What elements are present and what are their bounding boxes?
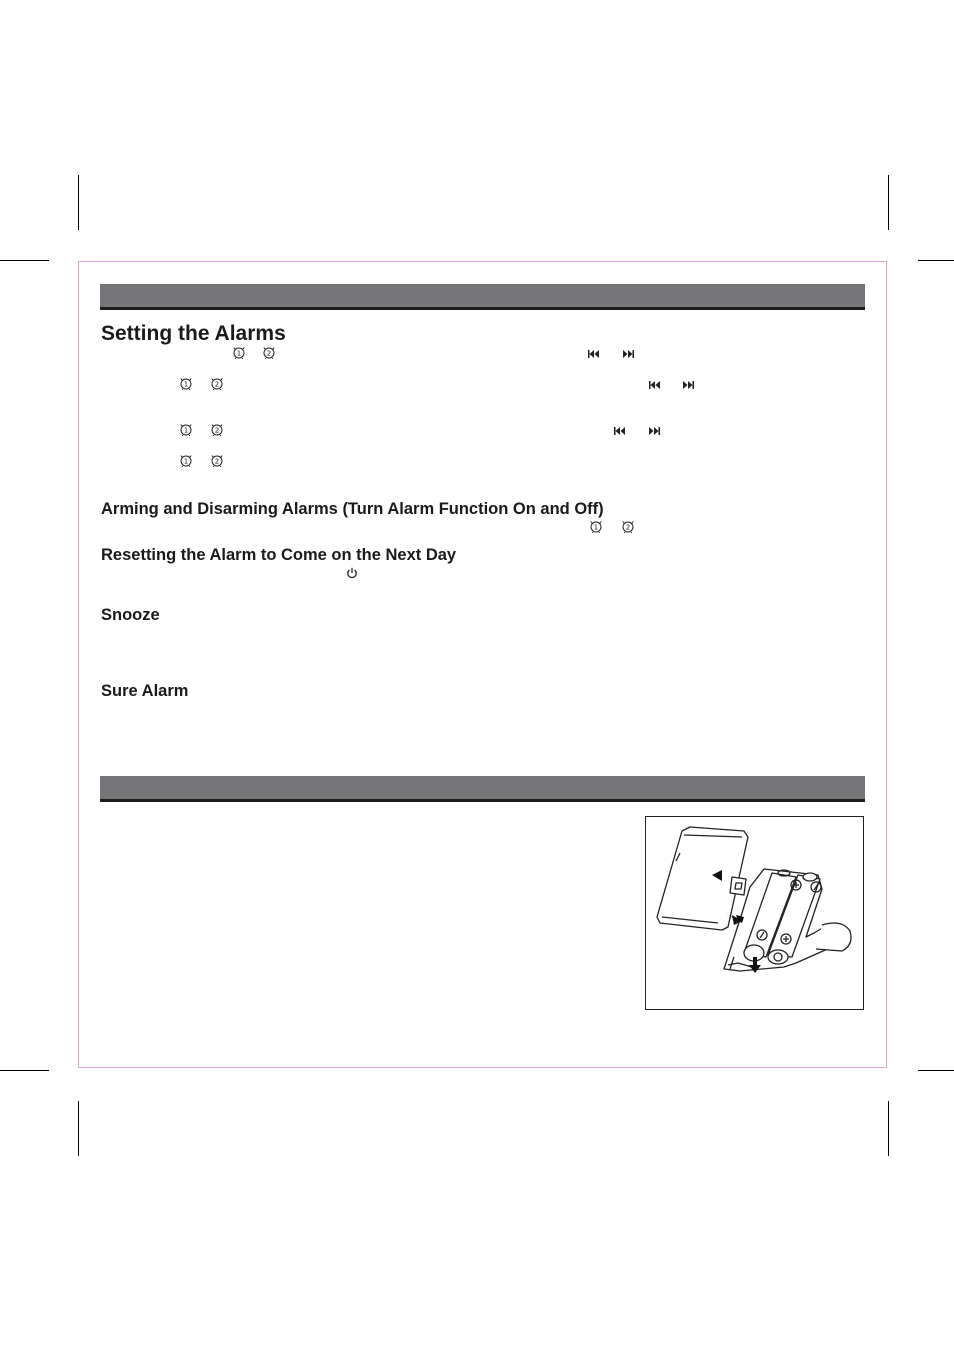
battery-compartment-drawing	[646, 817, 862, 1008]
svg-text:1: 1	[183, 380, 189, 389]
power-icon	[346, 567, 358, 579]
crop-mark	[918, 1070, 954, 1071]
alarm-2-icon	[622, 520, 634, 533]
svg-text:2: 2	[214, 457, 220, 466]
crop-mark	[0, 1070, 49, 1071]
svg-text:2: 2	[214, 426, 220, 435]
crop-mark	[888, 1101, 889, 1156]
svg-text:2: 2	[625, 523, 631, 532]
alarm-1-icon	[233, 346, 245, 359]
alarm-2-icon	[211, 423, 223, 436]
section-bar-battery	[100, 776, 865, 802]
alarm-1-icon	[180, 377, 192, 390]
page-title: Setting the Alarms	[101, 322, 286, 345]
skip-forward-icon	[648, 427, 660, 435]
crop-mark	[78, 1101, 79, 1156]
svg-text:1: 1	[593, 523, 599, 532]
alarm-2-icon	[211, 377, 223, 390]
alarm-1-icon	[590, 520, 602, 533]
crop-mark	[0, 260, 49, 261]
alarm-2-icon	[211, 454, 223, 467]
svg-text:1: 1	[183, 426, 189, 435]
crop-mark	[918, 260, 954, 261]
svg-text:1: 1	[183, 457, 189, 466]
skip-back-icon	[649, 381, 661, 389]
svg-text:2: 2	[214, 380, 220, 389]
skip-back-icon	[588, 350, 600, 358]
skip-back-icon	[614, 427, 626, 435]
crop-mark	[78, 175, 79, 230]
heading-snooze: Snooze	[101, 606, 160, 624]
skip-forward-icon	[622, 350, 634, 358]
heading-arming: Arming and Disarming Alarms (Turn Alarm Function On and Off)	[101, 500, 604, 518]
alarm-2-icon	[263, 346, 275, 359]
alarm-1-icon	[180, 454, 192, 467]
battery-installation-illustration	[645, 816, 864, 1010]
heading-sure-alarm: Sure Alarm	[101, 682, 189, 700]
svg-text:2: 2	[266, 349, 272, 358]
alarm-1-icon	[180, 423, 192, 436]
heading-resetting: Resetting the Alarm to Come on the Next Day	[101, 546, 457, 564]
skip-forward-icon	[682, 381, 694, 389]
crop-mark	[888, 175, 889, 230]
section-bar-alarms	[100, 284, 865, 310]
svg-text:1: 1	[236, 349, 242, 358]
